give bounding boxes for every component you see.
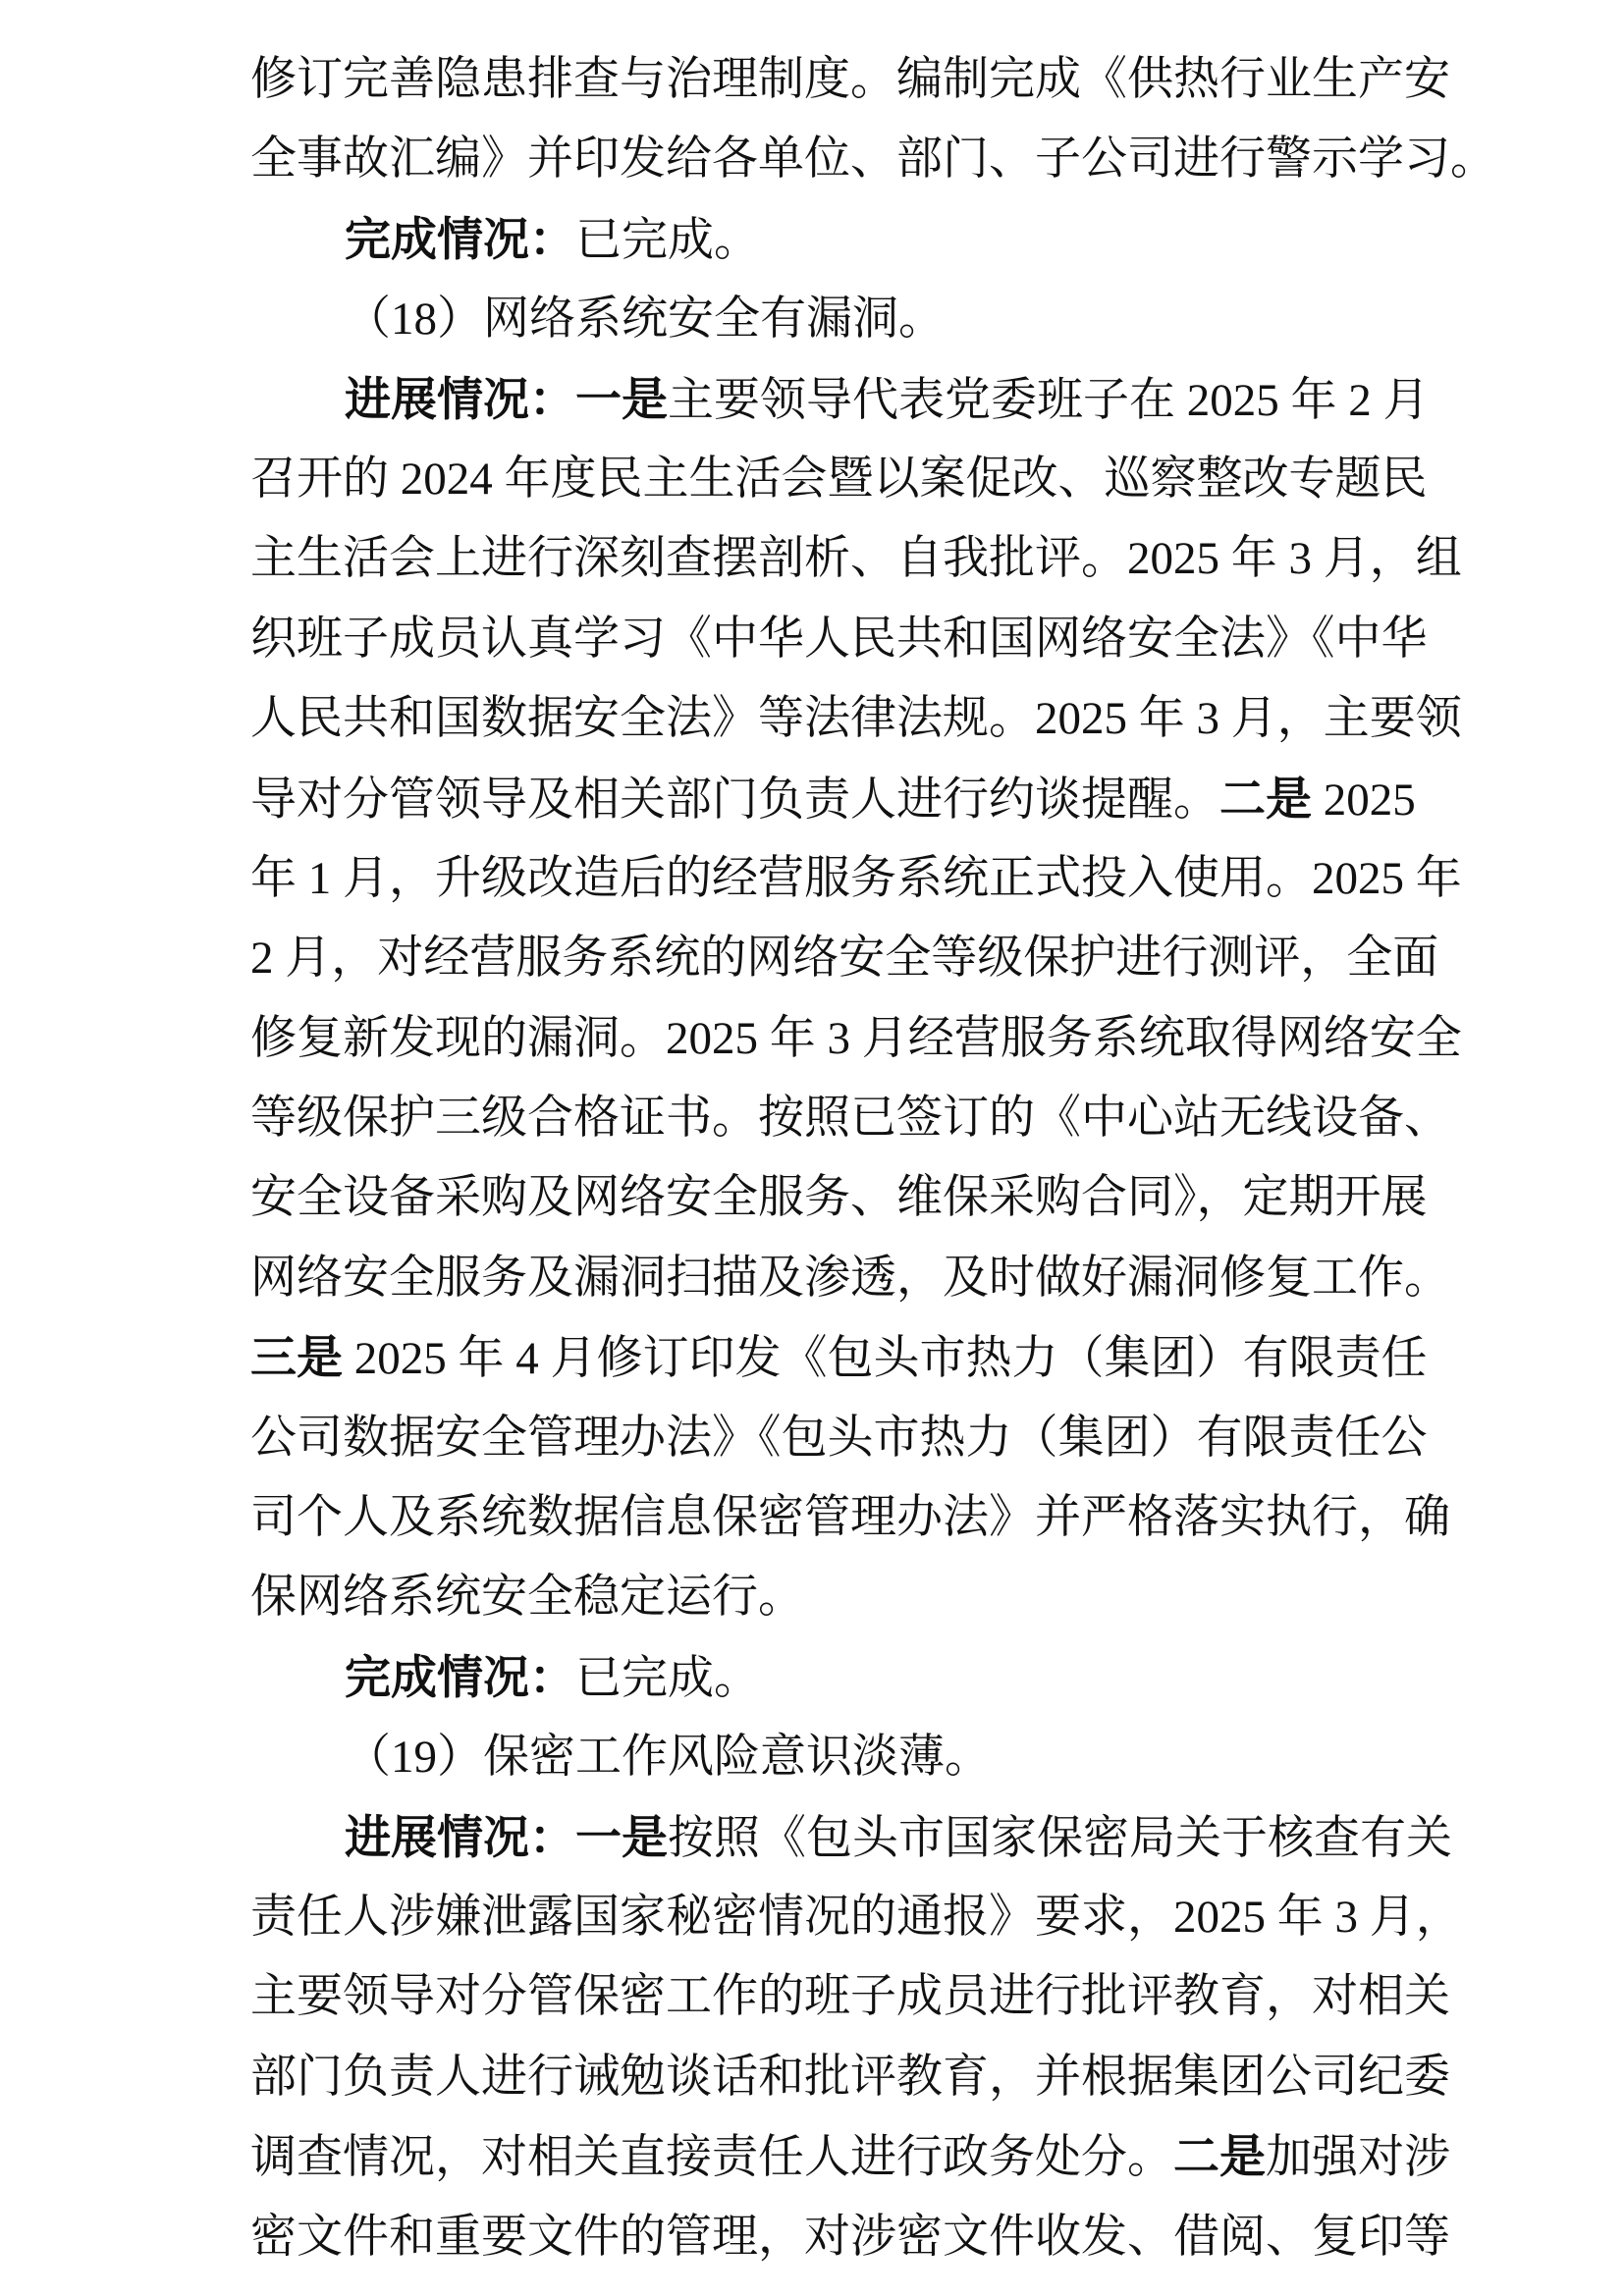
progress-label: 进展情况： (345, 1810, 575, 1865)
text-line (250, 1158, 1428, 1238)
text-line (250, 40, 1450, 120)
body-text: 责任人涉嫌泄露国家秘密情况的通报》要求，2025 年 3 月， (250, 1891, 1462, 1943)
text-line (250, 1638, 1382, 1718)
body-text: 加强对涉 (1266, 2132, 1450, 2184)
body-text: 主要领导对分管保密工作的班子成员进行批评教育，对相关 (250, 1971, 1450, 2023)
body-text: 主要领导代表党委班子在 2025 年 2 月 (668, 374, 1430, 426)
text-line (250, 1718, 1382, 1797)
body-text: 人民共和国数据安全法》等法律法规。2025 年 3 月，主要领 (250, 693, 1462, 745)
progress-label: 进展情况： (345, 372, 575, 427)
body-text: 网络安全服务及漏洞扫描及渗透，及时做好漏洞修复工作。 (250, 1252, 1450, 1304)
item-heading: （19）保密工作风险意识淡薄。 (345, 1732, 991, 1784)
text-line (250, 600, 1428, 679)
text-line (250, 200, 1382, 280)
body-text: 调查情况，对相关直接责任人进行政务处分。 (250, 2132, 1173, 2184)
text-line (250, 1478, 1450, 1558)
body-text: 按照《包头市国家保密局关于核查有关 (668, 1812, 1452, 1864)
text-line (250, 1798, 1452, 1878)
text-line (250, 1558, 1382, 1637)
body-text: 2 月，对经营服务系统的网络安全等级保护进行测评，全面 (250, 933, 1439, 985)
body-text: 2025 (1312, 774, 1416, 826)
text-line (250, 999, 1462, 1079)
status-label: 完成情况： (345, 212, 575, 267)
text-line (250, 120, 1496, 199)
item-heading: （18）网络系统安全有漏洞。 (345, 294, 945, 346)
text-line (250, 2038, 1450, 2117)
text-line (250, 280, 1382, 359)
status-label: 完成情况： (345, 1650, 575, 1705)
text-line (250, 360, 1430, 440)
body-text: 2025 年 4 月修订印发《包头市热力（集团）有限责任 (343, 1333, 1428, 1385)
text-line (250, 679, 1462, 759)
text-line (250, 2198, 1450, 2277)
point-marker: 一是 (575, 1810, 668, 1865)
text-line (250, 519, 1462, 599)
body-text: 等级保护三级合格证书。按照已签订的《中心站无线设备、 (250, 1093, 1450, 1145)
body-text: 年 1 月，升级改造后的经营服务系统正式投入使用。2025 年 (250, 852, 1462, 904)
document-page (250, 40, 1496, 2277)
body-text: 公司数据安全管理办法》《包头市热力（集团）有限责任公 (250, 1412, 1428, 1464)
body-text: 导对分管领导及相关部门负责人进行约谈提醒。 (250, 774, 1219, 826)
text-line (250, 1079, 1450, 1158)
body-text: 安全设备采购及网络安全服务、维保采购合同》，定期开展 (250, 1172, 1428, 1224)
status-value: 已完成。 (575, 214, 760, 266)
text-line (250, 2117, 1450, 2197)
body-text: 密文件和重要文件的管理，对涉密文件收发、借阅、复印等 (250, 2211, 1450, 2263)
body-text: 保网络系统安全稳定运行。 (250, 1572, 804, 1624)
body-text: 修订完善隐患排查与治理制度。编制完成《供热行业生产安 (250, 54, 1450, 105)
body-text: 织班子成员认真学习《中华人民共和国网络安全法》《中华 (250, 613, 1428, 665)
text-line (250, 919, 1439, 998)
body-text: 主生活会上进行深刻查摆剖析、自我批评。2025 年 3 月，组 (250, 533, 1462, 585)
text-line (250, 1399, 1428, 1478)
text-line (250, 760, 1416, 839)
text-line (250, 1957, 1450, 2037)
status-value: 已完成。 (575, 1652, 760, 1704)
body-text: 全事故汇编》并印发给各单位、部门、子公司进行警示学习。 (250, 133, 1496, 186)
text-line (250, 1239, 1450, 1318)
text-line (250, 839, 1462, 919)
point-marker: 二是 (1219, 772, 1312, 827)
body-text: 司个人及系统数据信息保密管理办法》并严格落实执行，确 (250, 1492, 1450, 1544)
body-text: 修复新发现的漏洞。2025 年 3 月经营服务系统取得网络安全 (250, 1012, 1462, 1064)
point-marker: 一是 (575, 372, 668, 427)
text-line (250, 1878, 1462, 1957)
text-line (250, 440, 1428, 519)
body-text: 部门负责人进行诫勉谈话和批评教育，并根据集团公司纪委 (250, 2051, 1450, 2103)
text-line (250, 1318, 1428, 1398)
point-marker: 二是 (1173, 2130, 1266, 2185)
body-text: 召开的 2024 年度民主生活会暨以案促改、巡察整改专题民 (250, 453, 1428, 505)
point-marker: 三是 (250, 1331, 343, 1386)
